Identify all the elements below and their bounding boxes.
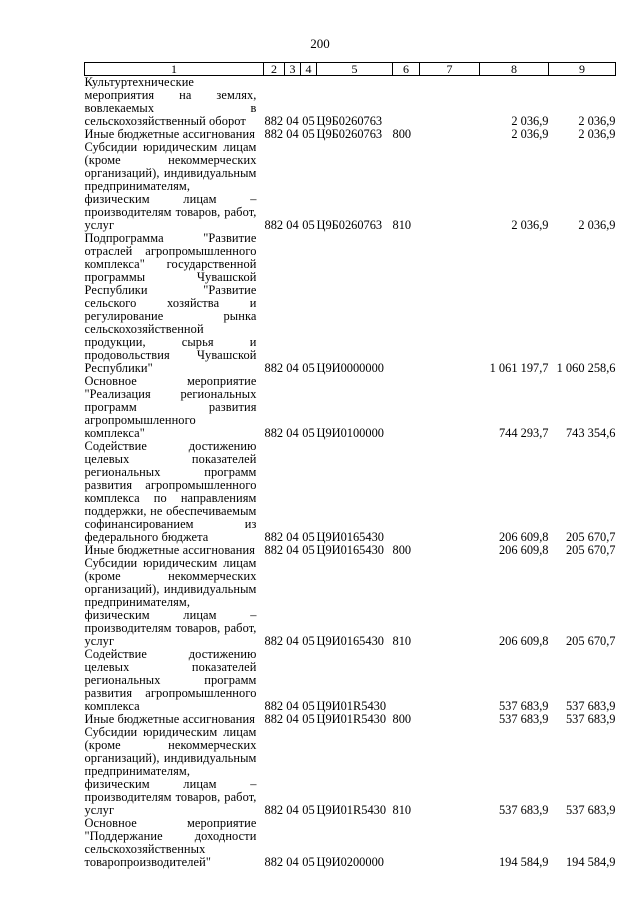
column-7-cell — [420, 557, 480, 648]
amount-col-9: 2 036,9 — [578, 127, 616, 141]
admin-code: 882 — [264, 114, 284, 128]
section-code: 04 — [286, 127, 299, 141]
amount-col-8: 2 036,9 — [511, 218, 549, 232]
column-header: 3 — [285, 63, 301, 76]
subsection-code: 05 — [302, 218, 315, 232]
target-article-code: Ц9И0165430 — [316, 634, 384, 648]
column-header: 4 — [301, 63, 317, 76]
amount-col-8: 2 036,9 — [511, 127, 549, 141]
column-7-cell — [420, 232, 480, 375]
subsection-code: 05 — [302, 803, 315, 817]
column-7-cell — [420, 440, 480, 544]
subsection-code: 05 — [302, 114, 315, 128]
amount-col-9: 537 683,9 — [565, 699, 616, 713]
column-header: 8 — [480, 63, 549, 76]
table-row — [85, 76, 616, 129]
table-row — [85, 440, 616, 544]
subsection-code: 05 — [302, 699, 315, 713]
target-article-code: Ц9И0200000 — [316, 855, 384, 869]
amount-col-9: 205 670,7 — [565, 530, 616, 544]
expense-type-code — [393, 232, 420, 375]
section-code: 04 — [286, 712, 299, 726]
admin-code: 882 — [264, 855, 284, 869]
target-article-code: Ц9И01R5430 — [316, 712, 387, 726]
table-row — [85, 141, 616, 232]
table-row — [85, 232, 616, 375]
item-name: Подпрограмма "Развитие отраслей агропромышленного комплекса" государственной программы Чувашской Республики "Развитие сельского хозяйства и регулирование рынка сельскохозяйственной продукции, сырья и продовольствия Чувашской Республики" — [84, 231, 257, 375]
admin-code: 882 — [264, 634, 284, 648]
column-7-cell — [420, 648, 480, 713]
admin-code: 882 — [264, 712, 284, 726]
item-name: Содействие достижению целевых показателей региональных программ развития агропромышленного комплекса по направлениям поддержки, не обеспечиваемым софинансированием из федерального бюджета — [84, 439, 257, 544]
admin-code: 882 — [264, 699, 284, 713]
expense-type-code: 800 — [392, 712, 412, 726]
column-header: 7 — [420, 63, 480, 76]
amount-col-9: 743 354,6 — [565, 426, 616, 440]
section-code: 04 — [286, 114, 299, 128]
column-7-cell — [420, 817, 480, 869]
amount-col-8: 206 609,8 — [498, 543, 549, 557]
amount-col-8: 537 683,9 — [498, 712, 549, 726]
column-header: 6 — [393, 63, 420, 76]
target-article-code: Ц9И0000000 — [316, 361, 384, 375]
amount-col-9: 205 670,7 — [565, 634, 616, 648]
section-code: 04 — [286, 855, 299, 869]
item-name: Субсидии юридическим лицам (кроме некоммерческих организаций), индивидуальным предпринимателям, физическим лицам – производителям товаров, работ, услуг — [84, 725, 257, 817]
subsection-code: 05 — [302, 530, 315, 544]
amount-col-8: 206 609,8 — [498, 530, 549, 544]
column-7-cell — [420, 544, 480, 557]
amount-col-9: 194 584,9 — [565, 855, 616, 869]
amount-col-8: 2 036,9 — [511, 114, 549, 128]
item-name: Содействие достижению целевых показателей региональных программ развития агропромышленного комплекса — [84, 647, 257, 713]
expense-type-code — [393, 440, 420, 544]
target-article-code: Ц9И0165430 — [316, 543, 384, 557]
section-code: 04 — [286, 426, 299, 440]
section-code: 04 — [286, 803, 299, 817]
expense-type-code: 800 — [392, 543, 412, 557]
table-row — [85, 557, 616, 648]
target-article-code: Ц9И01R5430 — [316, 803, 387, 817]
section-code: 04 — [286, 361, 299, 375]
amount-col-8: 1 061 197,7 — [489, 361, 549, 375]
expense-type-code — [393, 375, 420, 440]
section-code: 04 — [286, 699, 299, 713]
amount-col-9: 537 683,9 — [565, 712, 616, 726]
item-name: Субсидии юридическим лицам (кроме некоммерческих организаций), индивидуальным предпринимателям, физическим лицам – производителям товаров, работ, услуг — [84, 556, 257, 648]
item-name: Иные бюджетные ассигнования — [84, 712, 255, 726]
column-header: 5 — [317, 63, 393, 76]
column-header: 1 — [85, 63, 264, 76]
admin-code: 882 — [264, 803, 284, 817]
target-article-code: Ц9Б0260763 — [316, 218, 383, 232]
admin-code: 882 — [264, 218, 284, 232]
column-7-cell — [420, 375, 480, 440]
section-code: 04 — [286, 634, 299, 648]
column-7-cell — [420, 76, 480, 129]
item-name: Основное мероприятие "Реализация региональных программ развития агропромышленного комплекса" — [84, 374, 257, 440]
item-name: Основное мероприятие "Поддержание доходности сельскохозяйственных товаропроизводителей" — [84, 816, 257, 869]
budget-table — [84, 62, 616, 869]
admin-code: 882 — [264, 530, 284, 544]
expense-type-code — [393, 648, 420, 713]
admin-code: 882 — [264, 426, 284, 440]
table-row — [85, 726, 616, 817]
table-row — [85, 375, 616, 440]
amount-col-8: 537 683,9 — [498, 803, 549, 817]
column-header: 9 — [549, 63, 616, 76]
expense-type-code — [393, 817, 420, 869]
column-7-cell — [420, 713, 480, 726]
amount-col-8: 537 683,9 — [498, 699, 549, 713]
item-name: Культуртехнические мероприятия на землях, вовлекаемых в сельскохозяйственный оборот — [84, 75, 257, 128]
subsection-code: 05 — [302, 634, 315, 648]
admin-code: 882 — [264, 543, 284, 557]
target-article-code: Ц9Б0260763 — [316, 114, 383, 128]
subsection-code: 05 — [302, 855, 315, 869]
subsection-code: 05 — [302, 543, 315, 557]
subsection-code: 05 — [302, 361, 315, 375]
item-name: Иные бюджетные ассигнования — [84, 127, 255, 141]
subsection-code: 05 — [302, 426, 315, 440]
amount-col-9: 537 683,9 — [565, 803, 616, 817]
table-row — [85, 817, 616, 869]
column-header: 2 — [264, 63, 285, 76]
item-name: Субсидии юридическим лицам (кроме некоммерческих организаций), индивидуальным предпринимателям, физическим лицам – производителям товаров, работ, услуг — [84, 140, 257, 232]
table-header — [85, 63, 616, 76]
amount-col-8: 194 584,9 — [498, 855, 549, 869]
expense-type-code — [393, 76, 420, 129]
item-name: Иные бюджетные ассигнования — [84, 543, 255, 557]
amount-col-9: 2 036,9 — [578, 114, 616, 128]
subsection-code: 05 — [302, 712, 315, 726]
admin-code: 882 — [264, 127, 284, 141]
column-7-cell — [420, 128, 480, 141]
table-row — [85, 648, 616, 713]
expense-type-code: 800 — [392, 127, 412, 141]
section-code: 04 — [286, 218, 299, 232]
section-code: 04 — [286, 530, 299, 544]
section-code: 04 — [286, 543, 299, 557]
column-7-cell — [420, 726, 480, 817]
column-7-cell — [420, 141, 480, 232]
subsection-code: 05 — [302, 127, 315, 141]
page-number: 200 — [310, 36, 330, 51]
expense-type-code: 810 — [392, 803, 412, 817]
amount-col-8: 744 293,7 — [498, 426, 549, 440]
column-numbers-row — [85, 63, 616, 76]
target-article-code: Ц9И0100000 — [316, 426, 384, 440]
amount-col-9: 205 670,7 — [565, 543, 616, 557]
admin-code: 882 — [264, 361, 284, 375]
target-article-code: Ц9И0165430 — [316, 530, 384, 544]
target-article-code: Ц9Б0260763 — [316, 127, 383, 141]
expense-type-code: 810 — [392, 634, 412, 648]
table-body — [85, 76, 616, 870]
expense-type-code: 810 — [392, 218, 412, 232]
amount-col-9: 1 060 258,6 — [556, 361, 616, 375]
target-article-code: Ц9И01R5430 — [316, 699, 387, 713]
amount-col-9: 2 036,9 — [578, 218, 616, 232]
amount-col-8: 206 609,8 — [498, 634, 549, 648]
